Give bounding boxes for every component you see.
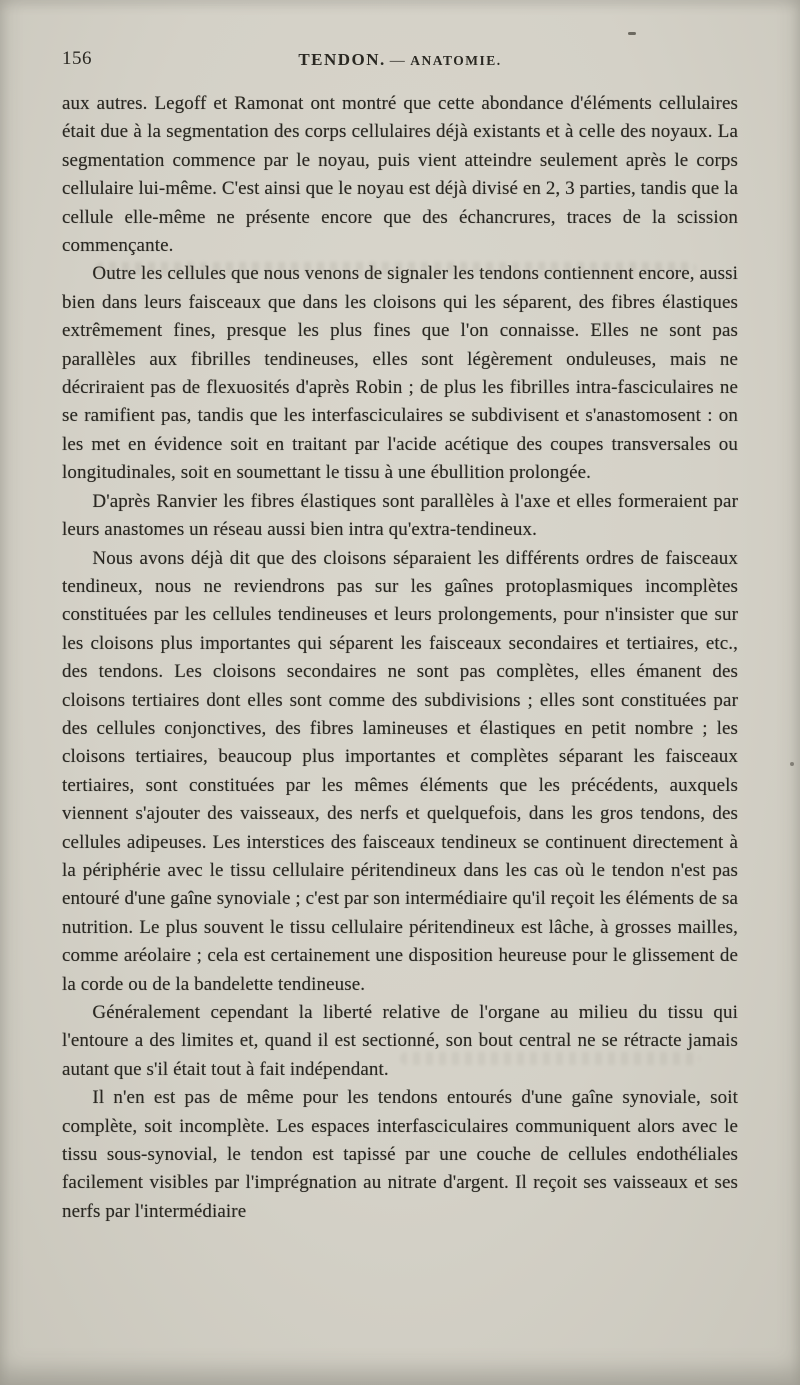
paragraph: Généralement cependant la liberté relative de l'organe au milieu du tissu qui l'entoure a des limites et, quand il est sectionné, son bout central ne se rétracte jamais autant que s'il était tout à fait indépendant. (62, 1002, 738, 1080)
body-text (62, 90, 738, 1226)
paragraph: aux autres. Legoff et Ramonat ont montré que cette abondance d'éléments cellulaires était due à la segmentation des corps cellulaires déjà existants et à celle des noyaux. La segmentation commence par le noyau, puis vient atteindre seulement après le corps cellulaire lui-même. C'est ainsi que le noyau est déjà divisé en 2, 3 parties, tandis que la cellule elle-même ne présente encore que des échancrures, traces de la scission commençante. (62, 93, 738, 257)
paragraph: D'après Ranvier les fibres élastiques sont parallèles à l'axe et elles formeraient par leurs anastomes un réseau aussi bien intra qu'extra-tendineux. (62, 490, 738, 541)
paragraph: Nous avons déjà dit que des cloisons séparaient les différents ordres de faisceaux tendineux, nous ne reviendrons pas sur les gaînes protoplasmiques incomplètes constituées par les cellules tendineuses et leurs prolongements, pour n'insister que sur les cloisons plus importantes qui séparent les faisceaux secondaires et tertiaires, etc., des tendons. Les cloisons secondaires ne sont pas complètes, elles émanent des cloisons tertiaires dont elles sont comme des subdivisions ; elles sont constituées par des cellules conjonctives, des fibres lamineuses et élastiques en petit nombre ; les cloisons tertiaires, beaucoup plus importantes et complètes séparant les faisceaux tertiaires, sont constituées par les mêmes éléments que les précédents, auxquels viennent s'ajouter des vaisseaux, des nerfs et quelquefois, dans les gros tendons, des cellules adipeuses. Les interstices des faisceaux tendineux se continuent directement à la périphérie avec le tissu cellulaire péritendineux dans les cas où le tendon n'est pas entouré d'une gaîne synoviale ; c'est par son intermédiaire qu'il reçoit les éléments de sa nutrition. Le plus souvent le tissu cellulaire péritendineux est lâche, à grosses mailles, comme aréolaire ; cela est certainement une disposition heureuse pour le glissement de la corde ou de la bandelette tendineuse. (62, 547, 738, 995)
page-number: 156 (62, 48, 92, 69)
running-title-sub: ANATOMIE. (410, 53, 502, 68)
running-title-separator: — (389, 53, 407, 69)
scan-speck-artifact (790, 762, 794, 766)
running-title (62, 50, 738, 70)
paragraph: Il n'en est pas de même pour les tendons entourés d'une gaîne synoviale, soit complète, soit incomplète. Les espaces interfasciculaires communiquent alors avec le tissu sous-synovial, le tendon est tapissé par une couche de cellules endothéliales facilement visibles par l'imprégnation au nitrate d'argent. Il reçoit ses vaisseaux et ses nerfs par l'intermédiaire (62, 1087, 738, 1222)
page-header (62, 0, 738, 74)
running-title-main: TENDON. (298, 50, 386, 69)
paragraph: Outre les cellules que nous venons de signaler les tendons contiennent encore, aussi bien dans leurs faisceaux que dans les cloisons qui les séparent, des fibres élastiques extrêmement fines, presque les plus fines que l'on connaisse. Elles ne sont pas parallèles aux fibrilles tendineuses, elles sont légèrement onduleuses, mais ne décriraient pas de flexuosités d'après Robin ; de plus les fibrilles intra-fasciculaires ne se ramifient pas, tandis que les interfasciculaires se subdivisent et s'anastomosent : on les met en évidence soit en traitant par l'acide acétique des coupes transversales ou longitudinales, soit en soumettant le tissu à une ébullition prolongée. (62, 263, 738, 484)
